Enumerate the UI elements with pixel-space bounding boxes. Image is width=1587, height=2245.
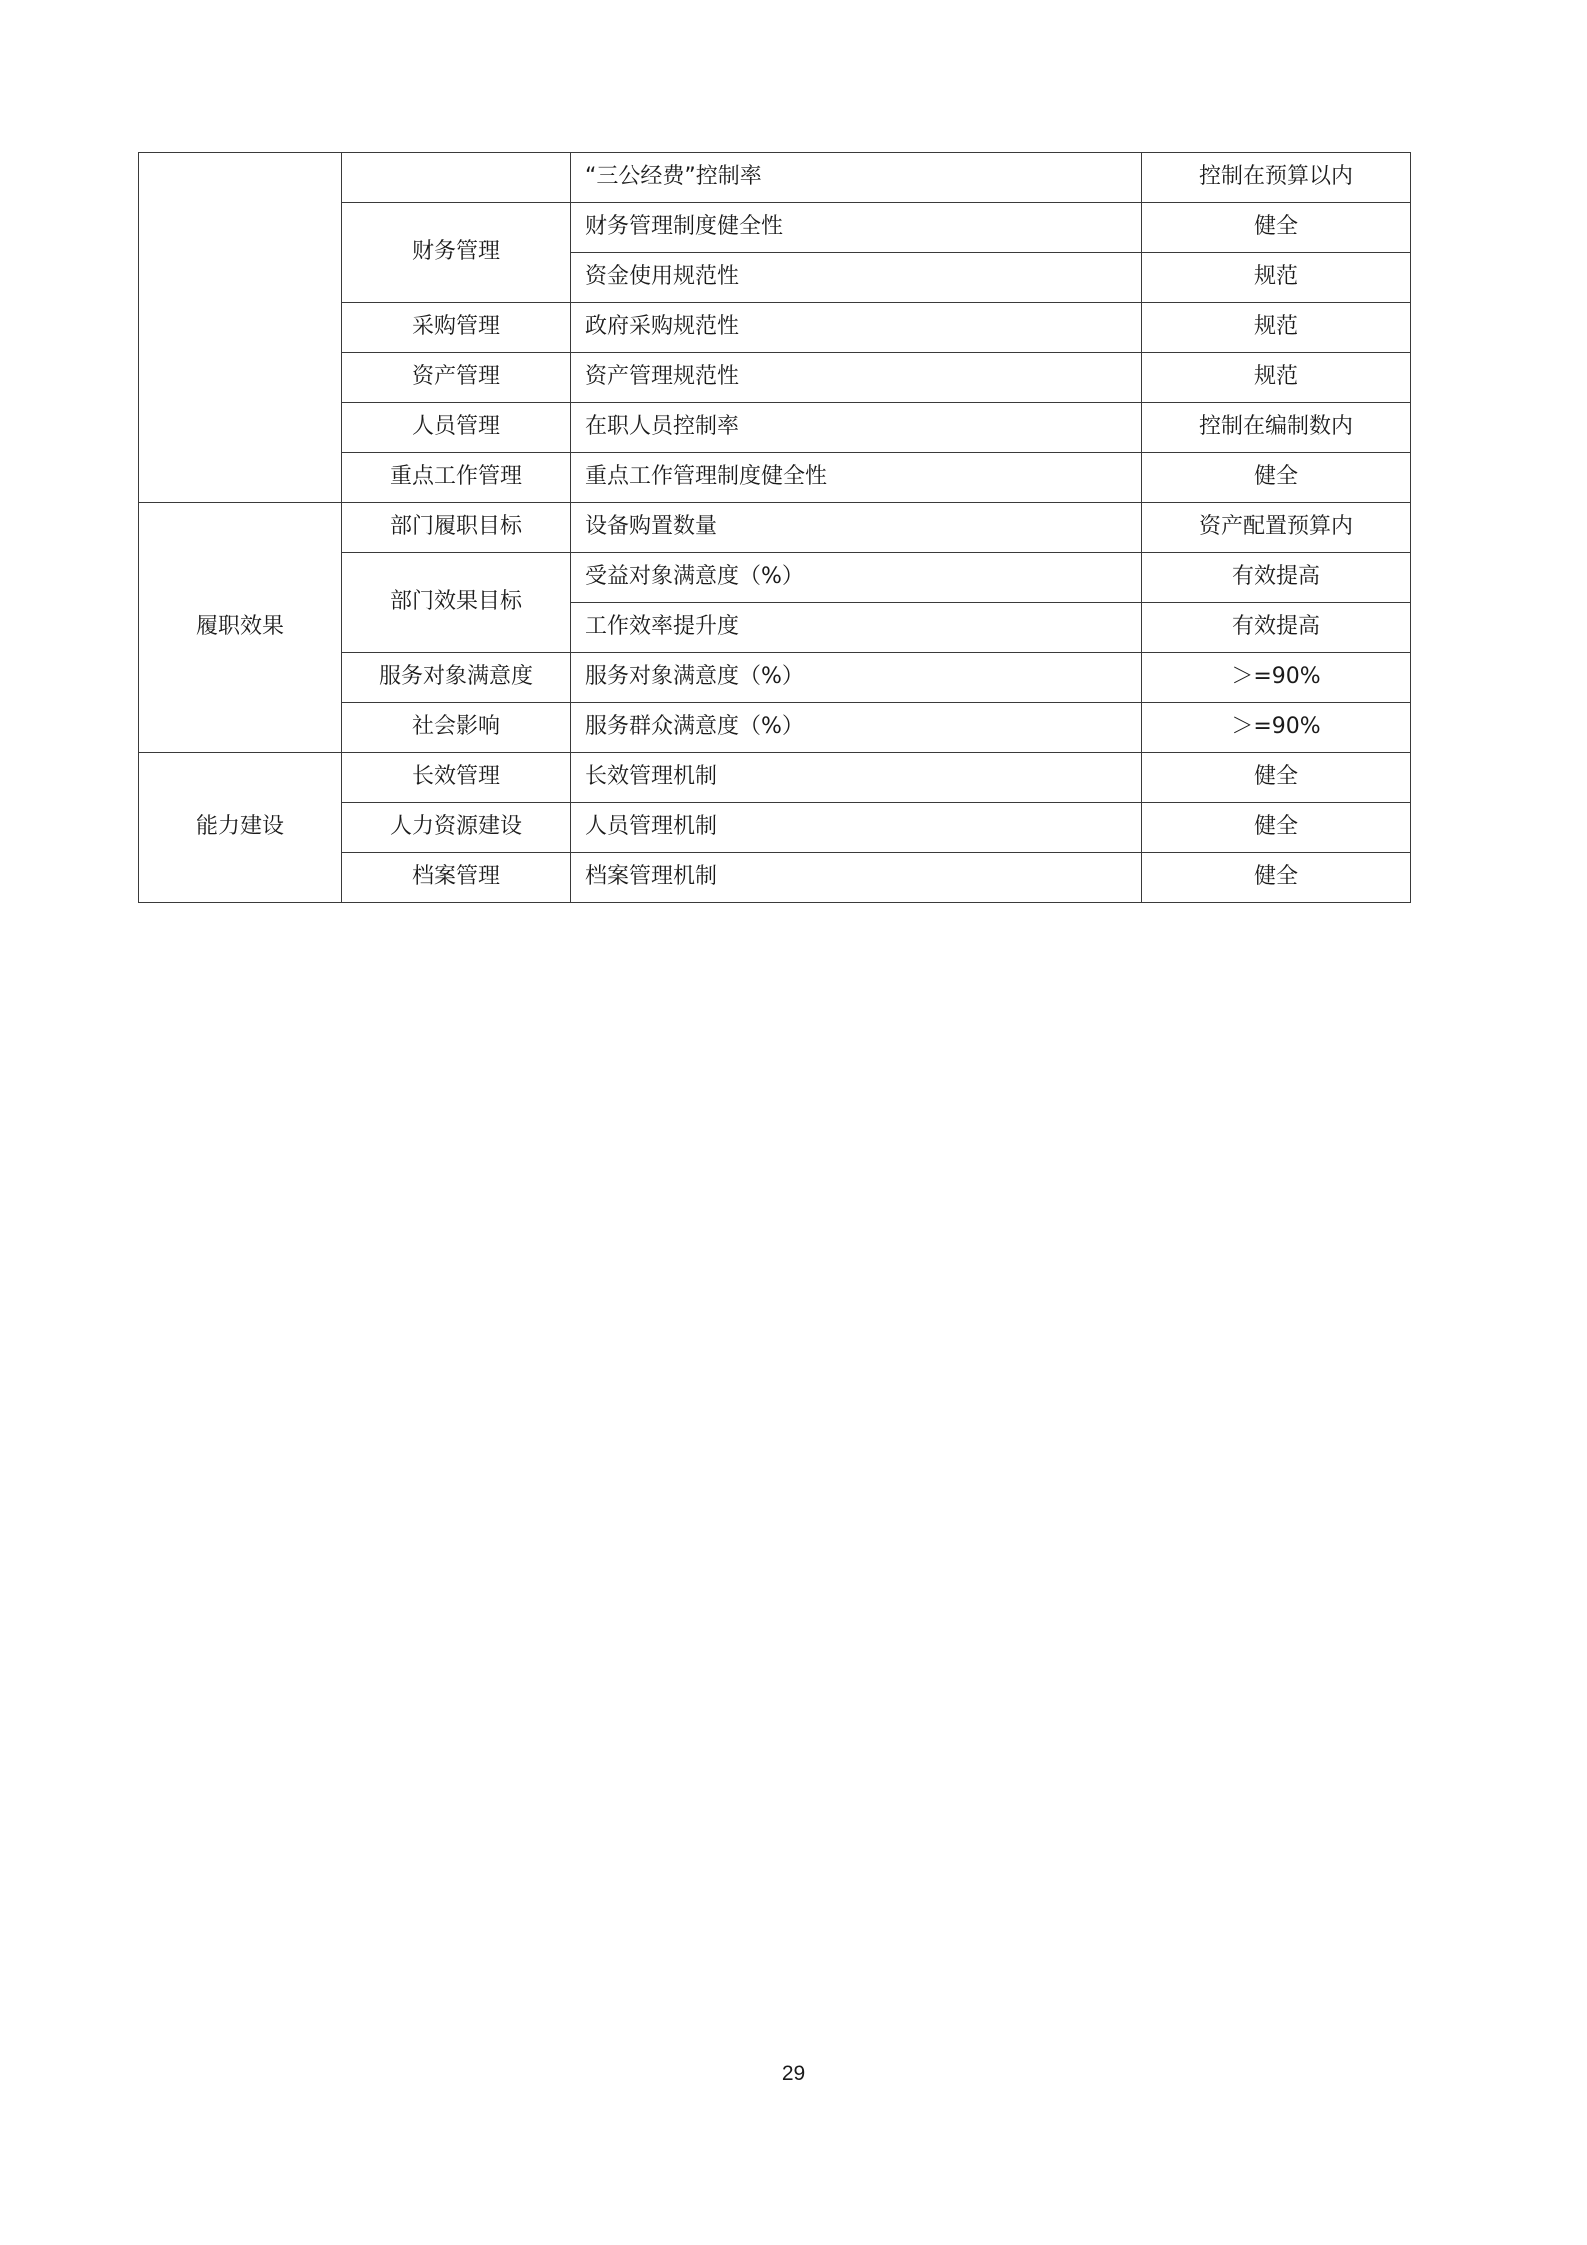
category-cell — [139, 153, 342, 503]
table-row — [139, 753, 1411, 803]
indicator-cell: 资产管理规范性 — [571, 353, 1142, 403]
target-value-cell: 规范 — [1142, 303, 1411, 353]
table-row — [139, 503, 1411, 553]
subcategory-cell: 档案管理 — [342, 853, 571, 903]
indicator-cell: 设备购置数量 — [571, 503, 1142, 553]
indicator-cell: 受益对象满意度（%） — [571, 553, 1142, 603]
target-value-cell: 健全 — [1142, 853, 1411, 903]
indicator-cell: 财务管理制度健全性 — [571, 203, 1142, 253]
indicator-cell: 重点工作管理制度健全性 — [571, 453, 1142, 503]
target-value-cell: 资产配置预算内 — [1142, 503, 1411, 553]
subcategory-cell: 部门效果目标 — [342, 553, 571, 653]
target-value-cell: ＞=90% — [1142, 703, 1411, 753]
subcategory-cell: 采购管理 — [342, 303, 571, 353]
subcategory-cell: 部门履职目标 — [342, 503, 571, 553]
subcategory-cell: 资产管理 — [342, 353, 571, 403]
category-cell: 履职效果 — [139, 503, 342, 753]
indicator-cell: 服务群众满意度（%） — [571, 703, 1142, 753]
subcategory-cell — [342, 153, 571, 203]
target-value-cell: ＞=90% — [1142, 653, 1411, 703]
page-number: 29 — [781, 2062, 806, 2085]
indicator-cell: “三公经费”控制率 — [571, 153, 1142, 203]
subcategory-cell: 服务对象满意度 — [342, 653, 571, 703]
indicator-cell: 人员管理机制 — [571, 803, 1142, 853]
subcategory-cell: 长效管理 — [342, 753, 571, 803]
indicator-cell: 资金使用规范性 — [571, 253, 1142, 303]
target-value-cell: 有效提高 — [1142, 603, 1411, 653]
subcategory-cell: 财务管理 — [342, 203, 571, 303]
category-cell: 能力建设 — [139, 753, 342, 903]
subcategory-cell: 重点工作管理 — [342, 453, 571, 503]
target-value-cell: 控制在预算以内 — [1142, 153, 1411, 203]
indicator-cell: 在职人员控制率 — [571, 403, 1142, 453]
target-value-cell: 健全 — [1142, 803, 1411, 853]
table-row — [139, 153, 1411, 203]
performance-indicator-table — [138, 152, 1411, 903]
subcategory-cell: 人力资源建设 — [342, 803, 571, 853]
target-value-cell: 健全 — [1142, 203, 1411, 253]
indicator-cell: 长效管理机制 — [571, 753, 1142, 803]
target-value-cell: 有效提高 — [1142, 553, 1411, 603]
indicator-cell: 服务对象满意度（%） — [571, 653, 1142, 703]
indicator-cell: 工作效率提升度 — [571, 603, 1142, 653]
indicator-cell: 政府采购规范性 — [571, 303, 1142, 353]
subcategory-cell: 社会影响 — [342, 703, 571, 753]
target-value-cell: 健全 — [1142, 753, 1411, 803]
target-value-cell: 规范 — [1142, 253, 1411, 303]
indicator-cell: 档案管理机制 — [571, 853, 1142, 903]
target-value-cell: 健全 — [1142, 453, 1411, 503]
target-value-cell: 规范 — [1142, 353, 1411, 403]
target-value-cell: 控制在编制数内 — [1142, 403, 1411, 453]
subcategory-cell: 人员管理 — [342, 403, 571, 453]
